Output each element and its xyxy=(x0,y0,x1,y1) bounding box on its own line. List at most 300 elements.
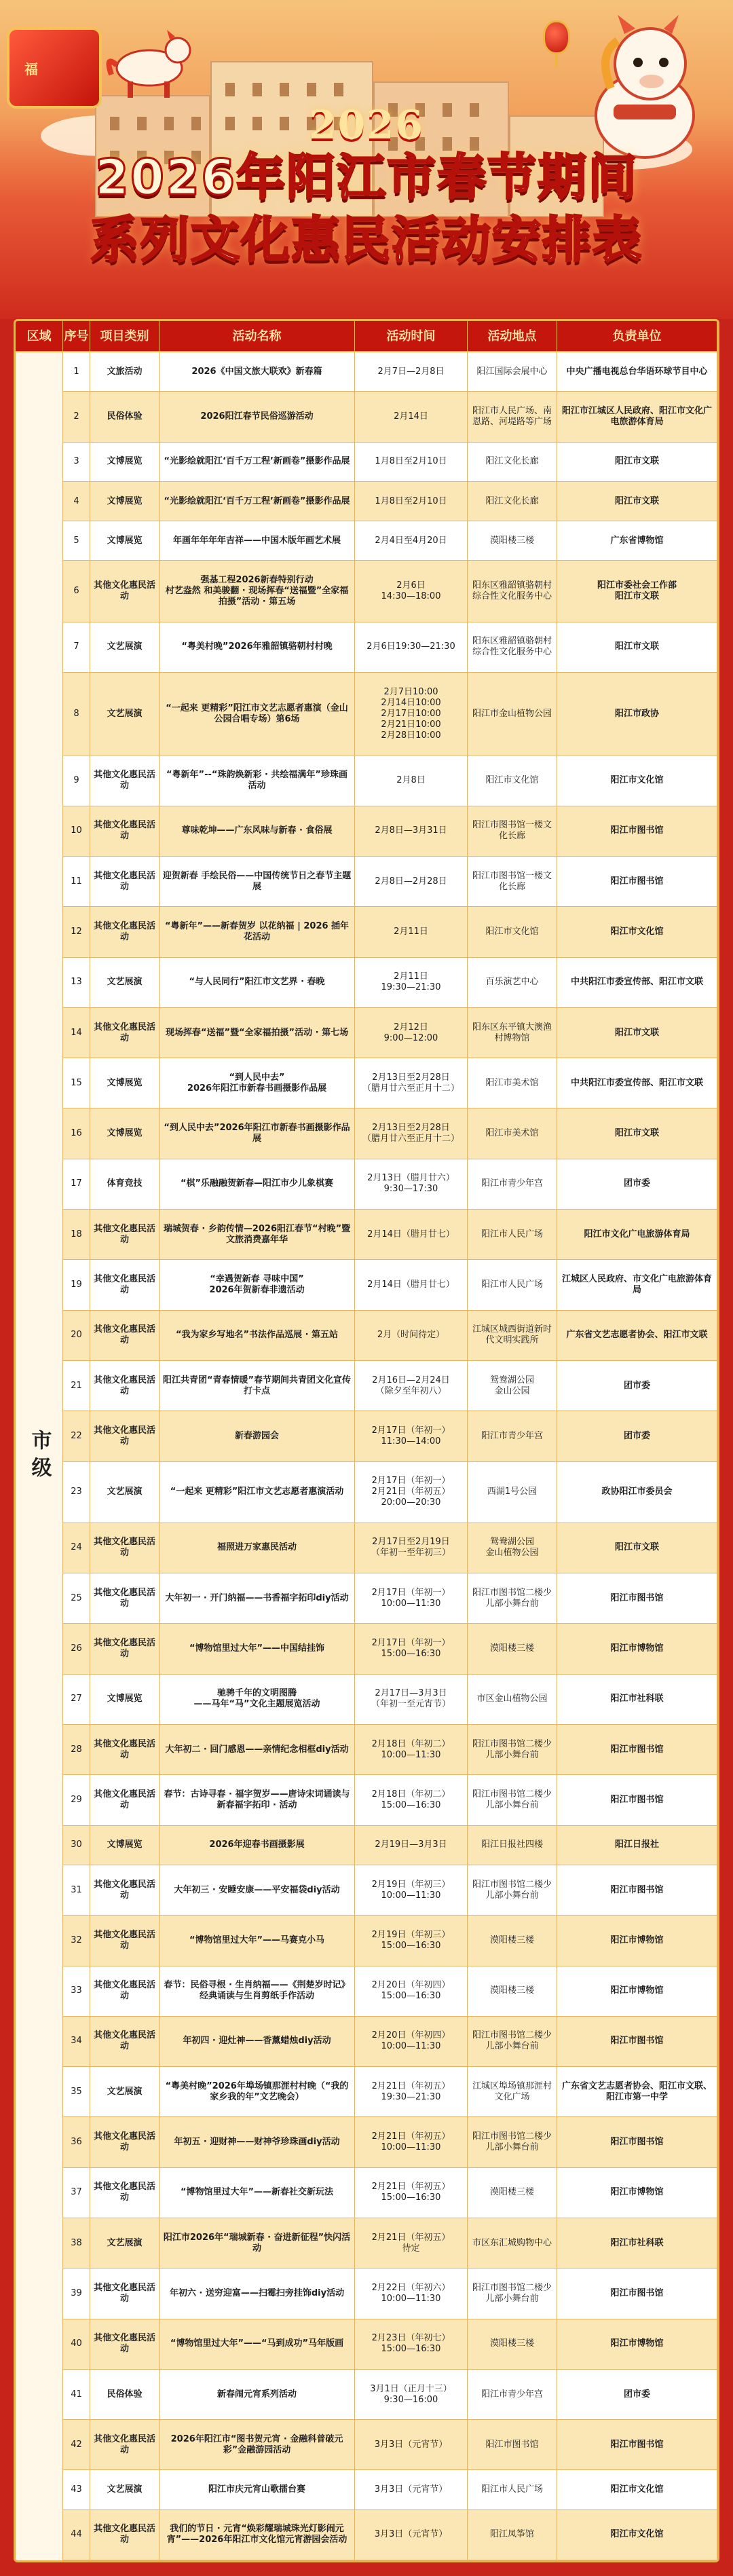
row-activity-name: 2026《中国文旅大联欢》新春篇 xyxy=(159,352,355,391)
row-activity-time: 2月17日（年初一） 2月21日（年初五） 20:00—20:30 xyxy=(355,1462,468,1523)
row-number: 35 xyxy=(63,2067,90,2116)
title-line-1: 2026年阳江市春节期间 xyxy=(94,149,639,206)
row-organizer: 阳江市江城区人民政府、阳江市文化广电旅游体育局 xyxy=(557,392,717,441)
row-category: 其他文化惠民活动 xyxy=(90,2420,159,2469)
row-activity-time: 2月8日—3月31日 xyxy=(355,806,468,856)
row-category: 文艺展演 xyxy=(90,1462,159,1523)
row-activity-place: 阳江凤筝馆 xyxy=(468,2510,557,2560)
row-number: 22 xyxy=(63,1411,90,1461)
row-activity-place: 市区金山植物公园 xyxy=(468,1675,557,1724)
row-activity-name: “博物馆里过大年”——马赛克小马 xyxy=(159,1916,355,1965)
region-cell xyxy=(16,352,63,2560)
header-banner xyxy=(0,0,733,319)
row-activity-place: 阳东区东平镇大澳渔村博物馆 xyxy=(468,1008,557,1058)
row-activity-time: 2月14日 xyxy=(355,392,468,441)
row-organizer: 阳江市文化馆 xyxy=(557,755,717,805)
row-activity-name: “幸遇贺新春 寻味中国” 2026年贺新春非遗活动 xyxy=(159,1260,355,1309)
row-category: 其他文化惠民活动 xyxy=(90,755,159,805)
row-category: 文艺展演 xyxy=(90,673,159,755)
row-activity-time: 2月（时间待定） xyxy=(355,1311,468,1360)
table-row xyxy=(63,1058,717,1108)
row-organizer: 阳江市社科联 xyxy=(557,2218,717,2268)
row-activity-time: 2月21日（年初五） 待定 xyxy=(355,2218,468,2268)
row-organizer: 中共阳江市委宣传部、阳江市文联 xyxy=(557,1058,717,1108)
table-row xyxy=(63,958,717,1008)
row-activity-place: 阳江文化长廊 xyxy=(468,443,557,481)
row-number: 9 xyxy=(63,755,90,805)
row-activity-name: 年初四 · 迎灶神——香薰蜡烛diy活动 xyxy=(159,2017,355,2066)
row-activity-time: 2月21日（年初五） 19:30—21:30 xyxy=(355,2067,468,2116)
row-number: 27 xyxy=(63,1675,90,1724)
row-activity-name: “粤新年”——新春贺岁 以花纳福 | 2026 插年花活动 xyxy=(159,907,355,956)
row-activity-name: 年初五 · 迎财神——财神爷珍珠画diy活动 xyxy=(159,2117,355,2167)
row-activity-name: “棋”乐融融贺新春—阳江市少儿象棋赛 xyxy=(159,1159,355,1209)
row-number: 28 xyxy=(63,1725,90,1774)
row-activity-name: 阳江共青团“青春情暖”春节期间共青团文化宣传打卡点 xyxy=(159,1361,355,1411)
row-activity-place: 阳江日报社四楼 xyxy=(468,1826,557,1865)
row-number: 21 xyxy=(63,1361,90,1411)
table-row xyxy=(63,1966,717,2017)
table-row xyxy=(63,561,717,622)
row-category: 其他文化惠民活动 xyxy=(90,2117,159,2167)
table-row xyxy=(63,1260,717,1310)
row-number: 11 xyxy=(63,857,90,906)
row-number: 32 xyxy=(63,1916,90,1965)
row-activity-name: “到人民中去”2026年阳江市新春书画摄影作品展 xyxy=(159,1108,355,1158)
row-activity-place: 阳江文化长廊 xyxy=(468,482,557,521)
row-category: 其他文化惠民活动 xyxy=(90,1210,159,1259)
row-number: 16 xyxy=(63,1108,90,1158)
row-activity-place: 江城区城西街道新时代文明实践所 xyxy=(468,1311,557,1360)
header-organizer: 负责单位 xyxy=(557,321,717,351)
row-category: 其他文化惠民活动 xyxy=(90,1775,159,1825)
row-number: 33 xyxy=(63,1966,90,2016)
row-activity-place: 阳东区雅韶镇骆朝村综合性文化服务中心 xyxy=(468,561,557,621)
table-row xyxy=(63,2168,717,2218)
row-activity-time: 3月1日（正月十三） 9:30—16:00 xyxy=(355,2370,468,2419)
row-category: 其他文化惠民活动 xyxy=(90,2269,159,2318)
title-line-2: 系列文化惠民活动安排表 xyxy=(90,211,643,268)
row-organizer: 阳江市文化馆 xyxy=(557,2470,717,2509)
row-number: 12 xyxy=(63,907,90,956)
row-number: 42 xyxy=(63,2420,90,2469)
row-activity-time: 2月6日 14:30—18:00 xyxy=(355,561,468,621)
row-activity-name: 新春闹元宵系列活动 xyxy=(159,2370,355,2419)
table-row xyxy=(63,2370,717,2420)
row-organizer: 阳江市文联 xyxy=(557,443,717,481)
table-row xyxy=(63,2218,717,2269)
row-activity-place: 阳江市文化馆 xyxy=(468,907,557,956)
row-organizer: 阳江市博物馆 xyxy=(557,1624,717,1673)
row-category: 文博展览 xyxy=(90,1058,159,1108)
row-activity-time: 2月6日19:30—21:30 xyxy=(355,622,468,672)
row-organizer: 阳江市博物馆 xyxy=(557,2319,717,2369)
row-organizer: 阳江市文联 xyxy=(557,1008,717,1058)
row-category: 其他文化惠民活动 xyxy=(90,907,159,956)
row-number: 39 xyxy=(63,2269,90,2318)
row-activity-name: “博物馆里过大年”——中国结挂饰 xyxy=(159,1624,355,1673)
table-row xyxy=(63,2510,717,2560)
row-category: 文艺展演 xyxy=(90,2470,159,2509)
row-activity-time: 3月3日（元宵节） xyxy=(355,2470,468,2509)
row-activity-time: 3月3日（元宵节） xyxy=(355,2510,468,2560)
table-row xyxy=(63,1361,717,1411)
row-number: 36 xyxy=(63,2117,90,2167)
row-activity-time: 1月8日至2月10日 xyxy=(355,482,468,521)
row-activity-name: 阳江市庆元宵山歌擂台赛 xyxy=(159,2470,355,2509)
row-activity-place: 阳江市美术馆 xyxy=(468,1108,557,1158)
header-activity-place: 活动地点 xyxy=(468,321,557,351)
row-activity-place: 阳东区雅韶镇骆朝村综合性文化服务中心 xyxy=(468,622,557,672)
row-number: 30 xyxy=(63,1826,90,1865)
table-row xyxy=(63,482,717,521)
row-activity-place: 阳江市人民广场、南恩路、河堤路等广场 xyxy=(468,392,557,441)
row-activity-place: 市区东汇城购物中心 xyxy=(468,2218,557,2268)
row-activity-time: 2月16日—2月24日 （除夕至年初八） xyxy=(355,1361,468,1411)
row-activity-time: 2月14日（腊月廿七） xyxy=(355,1260,468,1309)
row-activity-name: “博物馆里过大年”——“马到成功”马年版画 xyxy=(159,2319,355,2369)
row-category: 体育竞技 xyxy=(90,1159,159,1209)
row-number: 5 xyxy=(63,521,90,560)
row-organizer: 阳江市社科联 xyxy=(557,1675,717,1724)
row-category: 文博展览 xyxy=(90,1675,159,1724)
row-activity-time: 2月17日至2月19日 （年初一至年初三） xyxy=(355,1523,468,1573)
row-activity-place: 阳江市图书馆二楼少儿部小舞台前 xyxy=(468,1725,557,1774)
row-organizer: 阳江市政协 xyxy=(557,673,717,755)
row-number: 26 xyxy=(63,1624,90,1673)
row-activity-time: 2月18日（年初二） 15:00—16:30 xyxy=(355,1775,468,1825)
table-row xyxy=(63,673,717,755)
row-category: 其他文化惠民活动 xyxy=(90,1311,159,1360)
row-category: 其他文化惠民活动 xyxy=(90,1523,159,1573)
row-activity-place: 漠阳楼三楼 xyxy=(468,2319,557,2369)
row-activity-name: “我为家乡写地名”书法作品巡展 · 第五站 xyxy=(159,1311,355,1360)
row-activity-time: 2月19日（年初三） 15:00—16:30 xyxy=(355,1916,468,1965)
row-organizer: 阳江市图书馆 xyxy=(557,2017,717,2066)
gift-box-icon xyxy=(7,27,102,109)
table-body xyxy=(16,352,717,2560)
row-organizer: 阳江市文联 xyxy=(557,1108,717,1158)
table-row xyxy=(63,392,717,442)
row-activity-name: “光影绘就阳江‘百千万工程’新画卷”摄影作品展 xyxy=(159,482,355,521)
row-activity-time: 2月17日（年初一） 10:00—11:30 xyxy=(355,1573,468,1623)
row-organizer: 阳江市图书馆 xyxy=(557,1865,717,1915)
row-number: 43 xyxy=(63,2470,90,2509)
row-activity-name: 大年初一 · 开门纳福——书香福字拓印diy活动 xyxy=(159,1573,355,1623)
row-category: 其他文化惠民活动 xyxy=(90,2168,159,2218)
row-category: 文博展览 xyxy=(90,1108,159,1158)
row-organizer: 广东省博物馆 xyxy=(557,521,717,560)
table-row xyxy=(63,1624,717,1674)
row-activity-place: 阳江市图书馆二楼少儿部小舞台前 xyxy=(468,2017,557,2066)
row-organizer: 中央广播电视总台华语环球节目中心 xyxy=(557,352,717,391)
table-row xyxy=(63,857,717,907)
row-activity-time: 2月19日—3月3日 xyxy=(355,1826,468,1865)
row-activity-name: “一起来 更精彩”阳江市文艺志愿者惠演活动 xyxy=(159,1462,355,1523)
row-activity-time: 2月7日10:00 2月14日10:00 2月17日10:00 2月21日10:00 2月28日10:00 xyxy=(355,673,468,755)
table-row xyxy=(63,1008,717,1058)
header-category: 项目类别 xyxy=(90,321,159,351)
row-organizer: 阳江市博物馆 xyxy=(557,1916,717,1965)
row-organizer: 阳江市图书馆 xyxy=(557,1573,717,1623)
row-category: 其他文化惠民活动 xyxy=(90,1260,159,1309)
table-row xyxy=(63,1725,717,1775)
row-activity-time: 2月7日—2月8日 xyxy=(355,352,468,391)
row-activity-name: 2026阳江春节民俗巡游活动 xyxy=(159,392,355,441)
table-row xyxy=(63,2067,717,2117)
year-badge: 2026 xyxy=(309,102,424,148)
row-activity-name: 驰骋千年的文明图腾 ——马年“马”文化主题展览活动 xyxy=(159,1675,355,1724)
row-organizer: 阳江市委社会工作部 阳江市文联 xyxy=(557,561,717,621)
row-activity-place: 阳江市金山植物公园 xyxy=(468,673,557,755)
row-number: 17 xyxy=(63,1159,90,1209)
row-organizer: 中共阳江市委宣传部、阳江市文联 xyxy=(557,958,717,1007)
row-activity-time: 2月4日至4月20日 xyxy=(355,521,468,560)
row-activity-place: 阳江市图书馆 xyxy=(468,2420,557,2469)
row-organizer: 阳江市博物馆 xyxy=(557,2168,717,2218)
row-activity-name: 2026年迎春书画摄影展 xyxy=(159,1826,355,1865)
row-activity-place: 阳江市图书馆一楼文化长廊 xyxy=(468,806,557,856)
row-activity-place: 阳江市青少年宫 xyxy=(468,1411,557,1461)
row-category: 文博展览 xyxy=(90,1826,159,1865)
row-organizer: 阳江市图书馆 xyxy=(557,806,717,856)
row-organizer: 团市委 xyxy=(557,1411,717,1461)
row-organizer: 阳江市文联 xyxy=(557,622,717,672)
table-row xyxy=(63,521,717,561)
row-category: 文博展览 xyxy=(90,521,159,560)
row-category: 其他文化惠民活动 xyxy=(90,1624,159,1673)
table-row xyxy=(63,622,717,673)
row-activity-place: 阳江市青少年宫 xyxy=(468,2370,557,2419)
row-activity-name: 瑞城贺春 · 乡韵传情—2026阳江春节“村晚”暨文旅消费嘉年华 xyxy=(159,1210,355,1259)
row-activity-name: “粤美村晚”2026年雅韶镇骆朝村村晚 xyxy=(159,622,355,672)
row-organizer: 广东省文艺志愿者协会、阳江市文联 xyxy=(557,1311,717,1360)
row-number: 8 xyxy=(63,673,90,755)
row-activity-name: “到人民中去” 2026年阳江市新春书画摄影作品展 xyxy=(159,1058,355,1108)
table-row xyxy=(63,2117,717,2167)
table-row xyxy=(63,1523,717,1573)
row-activity-name: “与人民同行”阳江市文艺界 · 春晚 xyxy=(159,958,355,1007)
row-number: 15 xyxy=(63,1058,90,1108)
row-category: 文旅活动 xyxy=(90,352,159,391)
row-organizer: 团市委 xyxy=(557,2370,717,2419)
table-row xyxy=(63,2269,717,2319)
row-number: 19 xyxy=(63,1260,90,1309)
table-row xyxy=(63,1865,717,1916)
row-activity-time: 2月12日 9:00—12:00 xyxy=(355,1008,468,1058)
table-row xyxy=(63,1916,717,1966)
row-number: 20 xyxy=(63,1311,90,1360)
row-organizer: 阳江市文联 xyxy=(557,1523,717,1573)
row-category: 其他文化惠民活动 xyxy=(90,806,159,856)
row-activity-name: 迎贺新春 手绘民俗——中国传统节日之春节主题展 xyxy=(159,857,355,906)
row-category: 其他文化惠民活动 xyxy=(90,1865,159,1915)
row-activity-place: 阳江市图书馆二楼少儿部小舞台前 xyxy=(468,1865,557,1915)
row-number: 37 xyxy=(63,2168,90,2218)
row-organizer: 阳江市图书馆 xyxy=(557,2117,717,2167)
row-number: 2 xyxy=(63,392,90,441)
row-number: 7 xyxy=(63,622,90,672)
row-organizer: 阳江市图书馆 xyxy=(557,2420,717,2469)
row-number: 38 xyxy=(63,2218,90,2268)
row-activity-name: “博物馆里过大年”——新春社交新玩法 xyxy=(159,2168,355,2218)
row-category: 民俗体验 xyxy=(90,392,159,441)
row-activity-place: 阳江市图书馆二楼少儿部小舞台前 xyxy=(468,1775,557,1825)
row-number: 4 xyxy=(63,482,90,521)
row-category: 其他文化惠民活动 xyxy=(90,857,159,906)
table-row xyxy=(63,1159,717,1210)
row-category: 其他文化惠民活动 xyxy=(90,1966,159,2016)
row-number: 44 xyxy=(63,2510,90,2560)
row-organizer: 阳江市文化馆 xyxy=(557,907,717,956)
row-activity-name: 尊味乾坤——广东风味与新春 · 食俗展 xyxy=(159,806,355,856)
row-organizer: 阳江市文联 xyxy=(557,482,717,521)
schedule-table xyxy=(14,319,719,2562)
row-number: 25 xyxy=(63,1573,90,1623)
row-number: 1 xyxy=(63,352,90,391)
row-organizer: 江城区人民政府、市文化广电旅游体育局 xyxy=(557,1260,717,1309)
row-activity-time: 2月8日—2月28日 xyxy=(355,857,468,906)
row-organizer: 阳江日报社 xyxy=(557,1826,717,1865)
row-activity-name: 福照进万家惠民活动 xyxy=(159,1523,355,1573)
row-category: 其他文化惠民活动 xyxy=(90,561,159,621)
row-activity-name: 强基工程2026新春特别行动 村艺盎然 和美骏翻 · 现场挥春“送福暨”全家福拍摄”活动 · 第五场 xyxy=(159,561,355,621)
row-category: 其他文化惠民活动 xyxy=(90,1361,159,1411)
table-header-row xyxy=(16,321,717,352)
row-number: 23 xyxy=(63,1462,90,1523)
header-region: 区域 xyxy=(16,321,63,351)
row-activity-time: 2月17日（年初一） 11:30—14:00 xyxy=(355,1411,468,1461)
row-organizer: 政协阳江市委员会 xyxy=(557,1462,717,1523)
row-category: 其他文化惠民活动 xyxy=(90,1573,159,1623)
row-activity-place: 漠阳楼三楼 xyxy=(468,1916,557,1965)
row-activity-time: 2月21日（年初五） 15:00—16:30 xyxy=(355,2168,468,2218)
row-category: 文博展览 xyxy=(90,482,159,521)
row-category: 民俗体验 xyxy=(90,2370,159,2419)
row-activity-place: 阳江市人民广场 xyxy=(468,1260,557,1309)
row-activity-name: 春节：古诗寻春 · 福字贺岁——唐诗宋词诵读与新春福字拓印 · 活动 xyxy=(159,1775,355,1825)
table-row xyxy=(63,1573,717,1624)
row-activity-name: “光影绘就阳江‘百千万工程’新画卷”摄影作品展 xyxy=(159,443,355,481)
row-activity-name: 大年初三 · 安睡安康——平安福袋diy活动 xyxy=(159,1865,355,1915)
row-activity-place: 阳江市图书馆二楼少儿部小舞台前 xyxy=(468,2117,557,2167)
row-activity-place: 漠阳楼三楼 xyxy=(468,1966,557,2016)
row-activity-name: 阳江市2026年“瑞城新春 · 奋进新征程”快闪活动 xyxy=(159,2218,355,2268)
gift-label: 福 xyxy=(24,61,38,77)
table-row xyxy=(63,2319,717,2370)
row-activity-place: 百乐演艺中心 xyxy=(468,958,557,1007)
row-organizer: 阳江市图书馆 xyxy=(557,1725,717,1774)
horse-icon xyxy=(102,27,197,102)
header-activity-time: 活动时间 xyxy=(355,321,468,351)
table-row xyxy=(63,1462,717,1523)
row-activity-name: 新春游园会 xyxy=(159,1411,355,1461)
table-row xyxy=(63,2470,717,2509)
row-activity-place: 阳江市文化馆 xyxy=(468,755,557,805)
row-activity-place: 阳江市图书馆二楼少儿部小舞台前 xyxy=(468,2269,557,2318)
row-category: 其他文化惠民活动 xyxy=(90,2510,159,2560)
row-number: 24 xyxy=(63,1523,90,1573)
table-row xyxy=(63,806,717,857)
row-activity-name: 大年初二 · 回门感恩——亲情纪念相框diy活动 xyxy=(159,1725,355,1774)
row-activity-name: 年初六 · 送穷迎富——扫霉扫旁挂饰diy活动 xyxy=(159,2269,355,2318)
row-activity-place: 阳江市图书馆二楼少儿部小舞台前 xyxy=(468,1573,557,1623)
row-organizer: 团市委 xyxy=(557,1159,717,1209)
row-category: 文艺展演 xyxy=(90,958,159,1007)
row-activity-time: 2月11日 19:30—21:30 xyxy=(355,958,468,1007)
row-organizer: 阳江市博物馆 xyxy=(557,1966,717,2016)
row-activity-name: “粤新年”--“珠韵焕新彩 · 共绘福满年”珍珠画活动 xyxy=(159,755,355,805)
table-row xyxy=(63,1675,717,1725)
row-activity-place: 漠阳楼三楼 xyxy=(468,521,557,560)
table-row xyxy=(63,2017,717,2067)
row-activity-place: 阳江市人民广场 xyxy=(468,1210,557,1259)
table-row xyxy=(63,755,717,806)
row-activity-name: 春节：民俗寻根 · 生肖纳福——《荆楚岁时记》经典诵读与生肖剪纸手作活动 xyxy=(159,1966,355,2016)
row-activity-place: 漠阳楼三楼 xyxy=(468,2168,557,2218)
row-number: 10 xyxy=(63,806,90,856)
row-category: 其他文化惠民活动 xyxy=(90,1916,159,1965)
row-number: 40 xyxy=(63,2319,90,2369)
row-activity-time: 2月11日 xyxy=(355,907,468,956)
row-organizer: 团市委 xyxy=(557,1361,717,1411)
table-row xyxy=(63,1108,717,1159)
row-category: 文艺展演 xyxy=(90,2067,159,2116)
row-number: 3 xyxy=(63,443,90,481)
row-activity-place: 阳江市美术馆 xyxy=(468,1058,557,1108)
row-activity-time: 2月13日（腊月廿六） 9:30—17:30 xyxy=(355,1159,468,1209)
row-activity-time: 2月22日（年初六） 10:00—11:30 xyxy=(355,2269,468,2318)
row-organizer: 阳江市文化广电旅游体育局 xyxy=(557,1210,717,1259)
header-number: 序号 xyxy=(63,321,90,351)
row-number: 6 xyxy=(63,561,90,621)
row-organizer: 阳江市图书馆 xyxy=(557,857,717,906)
region-label: 市级 xyxy=(27,1429,52,1484)
row-category: 文艺展演 xyxy=(90,2218,159,2268)
row-activity-time: 2月20日（年初四） 15:00—16:30 xyxy=(355,1966,468,2016)
row-activity-place: 西湖1号公园 xyxy=(468,1462,557,1523)
header-activity-name: 活动名称 xyxy=(159,321,355,351)
row-activity-place: 阳江市人民广场 xyxy=(468,2470,557,2509)
row-category: 其他文化惠民活动 xyxy=(90,1411,159,1461)
row-activity-time: 2月13日至2月28日 （腊月廿六至正月十二） xyxy=(355,1108,468,1158)
row-category: 其他文化惠民活动 xyxy=(90,1008,159,1058)
row-category: 文博展览 xyxy=(90,443,159,481)
row-activity-name: 现场挥春“送福”暨“全家福拍摄”活动 · 第七场 xyxy=(159,1008,355,1058)
row-number: 31 xyxy=(63,1865,90,1915)
row-activity-time: 2月23日（年初七） 15:00—16:30 xyxy=(355,2319,468,2369)
table-row xyxy=(63,1311,717,1361)
row-organizer: 阳江市图书馆 xyxy=(557,2269,717,2318)
row-category: 其他文化惠民活动 xyxy=(90,2319,159,2369)
row-activity-place: 阳江市图书馆一楼文化长廊 xyxy=(468,857,557,906)
row-activity-time: 2月20日（年初四） 10:00—11:30 xyxy=(355,2017,468,2066)
row-organizer: 阳江市图书馆 xyxy=(557,1775,717,1825)
row-activity-time: 2月17日（年初一） 15:00—16:30 xyxy=(355,1624,468,1673)
table-row xyxy=(63,443,717,482)
row-number: 41 xyxy=(63,2370,90,2419)
row-activity-place: 阳江国际会展中心 xyxy=(468,352,557,391)
row-activity-time: 2月18日（年初二） 10:00—11:30 xyxy=(355,1725,468,1774)
row-number: 14 xyxy=(63,1008,90,1058)
row-activity-name: 年画年年年年吉祥——中国木版年画艺术展 xyxy=(159,521,355,560)
row-activity-time: 1月8日至2月10日 xyxy=(355,443,468,481)
row-organizer: 广东省文艺志愿者协会、阳江市文联、阳江市第一中学 xyxy=(557,2067,717,2116)
row-activity-place: 鸳鸯湖公园 金山公园 xyxy=(468,1361,557,1411)
row-activity-time: 2月13日至2月28日 （腊月廿六至正月十二） xyxy=(355,1058,468,1108)
row-category: 其他文化惠民活动 xyxy=(90,2017,159,2066)
table-rows xyxy=(63,352,717,2560)
